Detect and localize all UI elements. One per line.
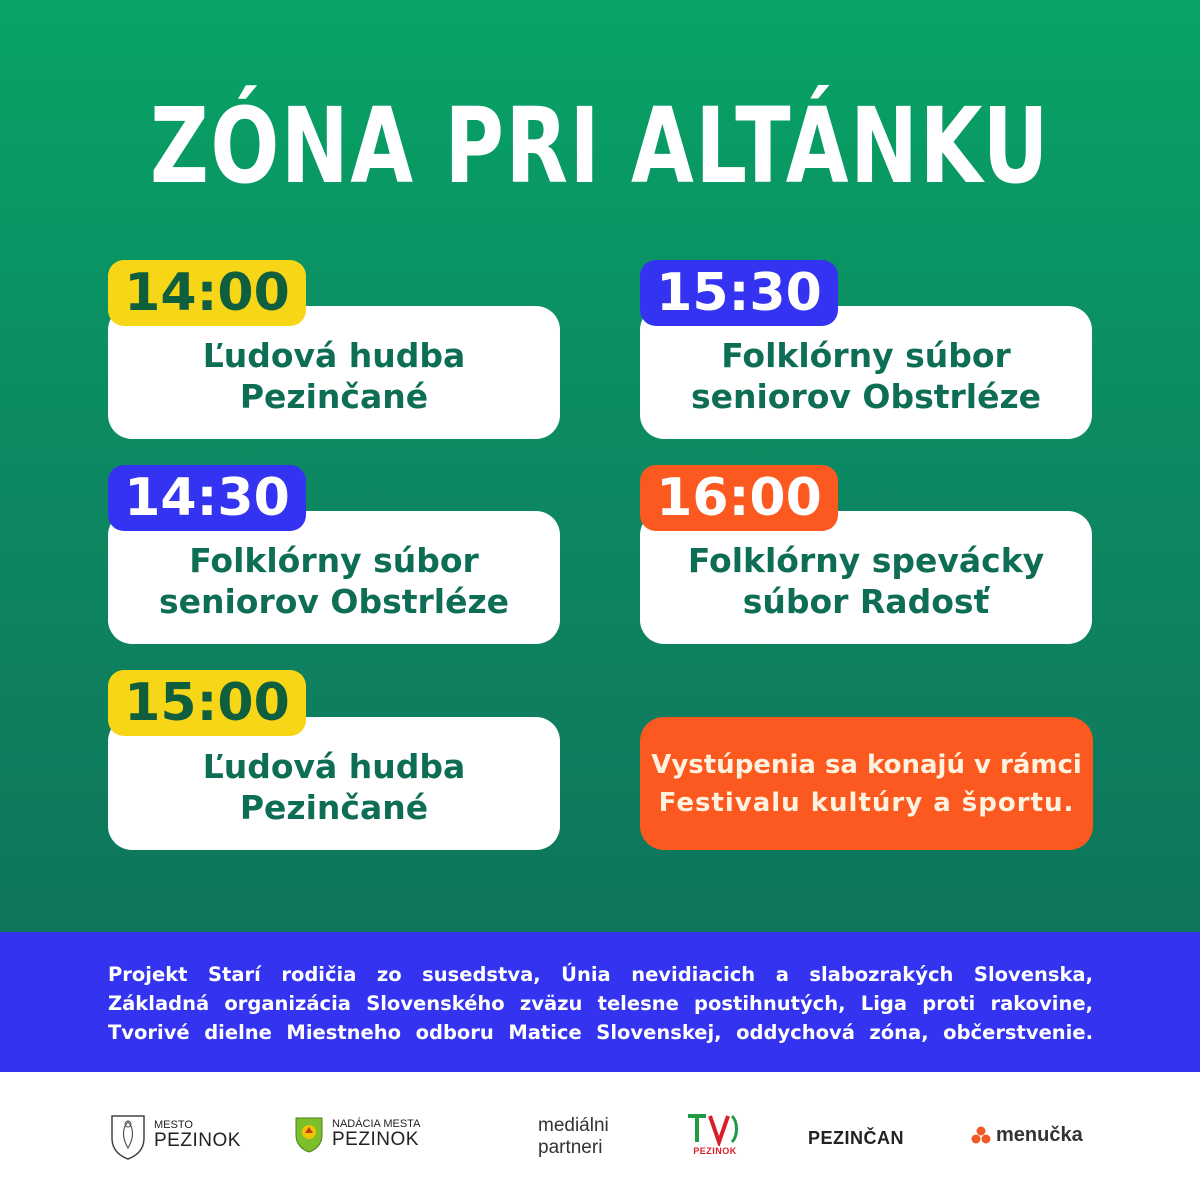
tv-label: PEZINOK: [693, 1146, 737, 1156]
performer-line1: Folklórny súbor: [721, 335, 1011, 375]
tv-pezinok-logo: [686, 1112, 744, 1156]
performer-line2: seniorov Obstrléze: [158, 581, 510, 621]
media-partners-label: [538, 1115, 609, 1159]
media-line2: partneri: [538, 1137, 603, 1158]
info-bar: [0, 932, 1200, 1072]
nadacia-big-text: PEZINOK: [332, 1129, 419, 1150]
tv-logo-icon: [686, 1112, 744, 1146]
mesto-big-text: PEZINOK: [154, 1130, 241, 1151]
menucka-text: menučka: [996, 1124, 1083, 1146]
info-line3: Tvorivé dielne Miestneho odboru Matice Slovenskej, oddychová zóna, občerstvenie.: [108, 1021, 1093, 1044]
nadacia-shield-icon: [294, 1115, 324, 1153]
menucka-logo: [970, 1124, 1083, 1147]
time-badge-2: 15:30: [640, 260, 838, 326]
info-line1: Projekt Starí rodičia zo susedstva, Únia nevidiacich a slabozrakých Slovenska,: [108, 963, 1093, 986]
note-line2: Festivalu kultúry a športu.: [658, 787, 1075, 818]
schedule-card-5: [108, 717, 560, 850]
performer-line2: Pezinčané: [239, 376, 429, 416]
performer-line1: Ľudová hudba: [202, 746, 466, 786]
nadacia-logo: [294, 1115, 420, 1153]
performer-line1: Folklórny súbor: [189, 540, 479, 580]
performer-line2: súbor Radosť: [742, 581, 990, 621]
mesto-pezinok-logo: [108, 1110, 241, 1160]
nadacia-small-text: NADÁCIA MESTA: [332, 1118, 421, 1130]
pezincan-logo: PEZINČAN: [808, 1128, 905, 1148]
performer-line2: Pezinčané: [239, 787, 429, 827]
time-badge-3: 14:30: [108, 465, 306, 531]
festival-note: [640, 717, 1093, 850]
footer: [0, 1072, 1200, 1200]
page-title: ZÓNA PRI ALTÁNKU: [149, 85, 1051, 207]
performer-line1: Ľudová hudba: [202, 335, 466, 375]
menucka-flower-icon: [970, 1125, 992, 1147]
note-line1: Vystúpenia sa konajú v rámci: [651, 749, 1082, 780]
media-line1: mediálni: [538, 1115, 609, 1136]
mesto-small-text: MESTO: [154, 1119, 193, 1131]
performer-line1: Folklórny spevácky: [687, 540, 1045, 580]
time-badge-5: 15:00: [108, 670, 306, 736]
time-badge-4: 16:00: [640, 465, 838, 531]
performer-line2: seniorov Obstrléze: [690, 376, 1042, 416]
time-badge-1: 14:00: [108, 260, 306, 326]
coat-of-arms-icon: [108, 1110, 148, 1160]
info-line2: Základná organizácia Slovenského zväzu telesne postihnutých, Liga proti rakovine,: [108, 992, 1093, 1015]
